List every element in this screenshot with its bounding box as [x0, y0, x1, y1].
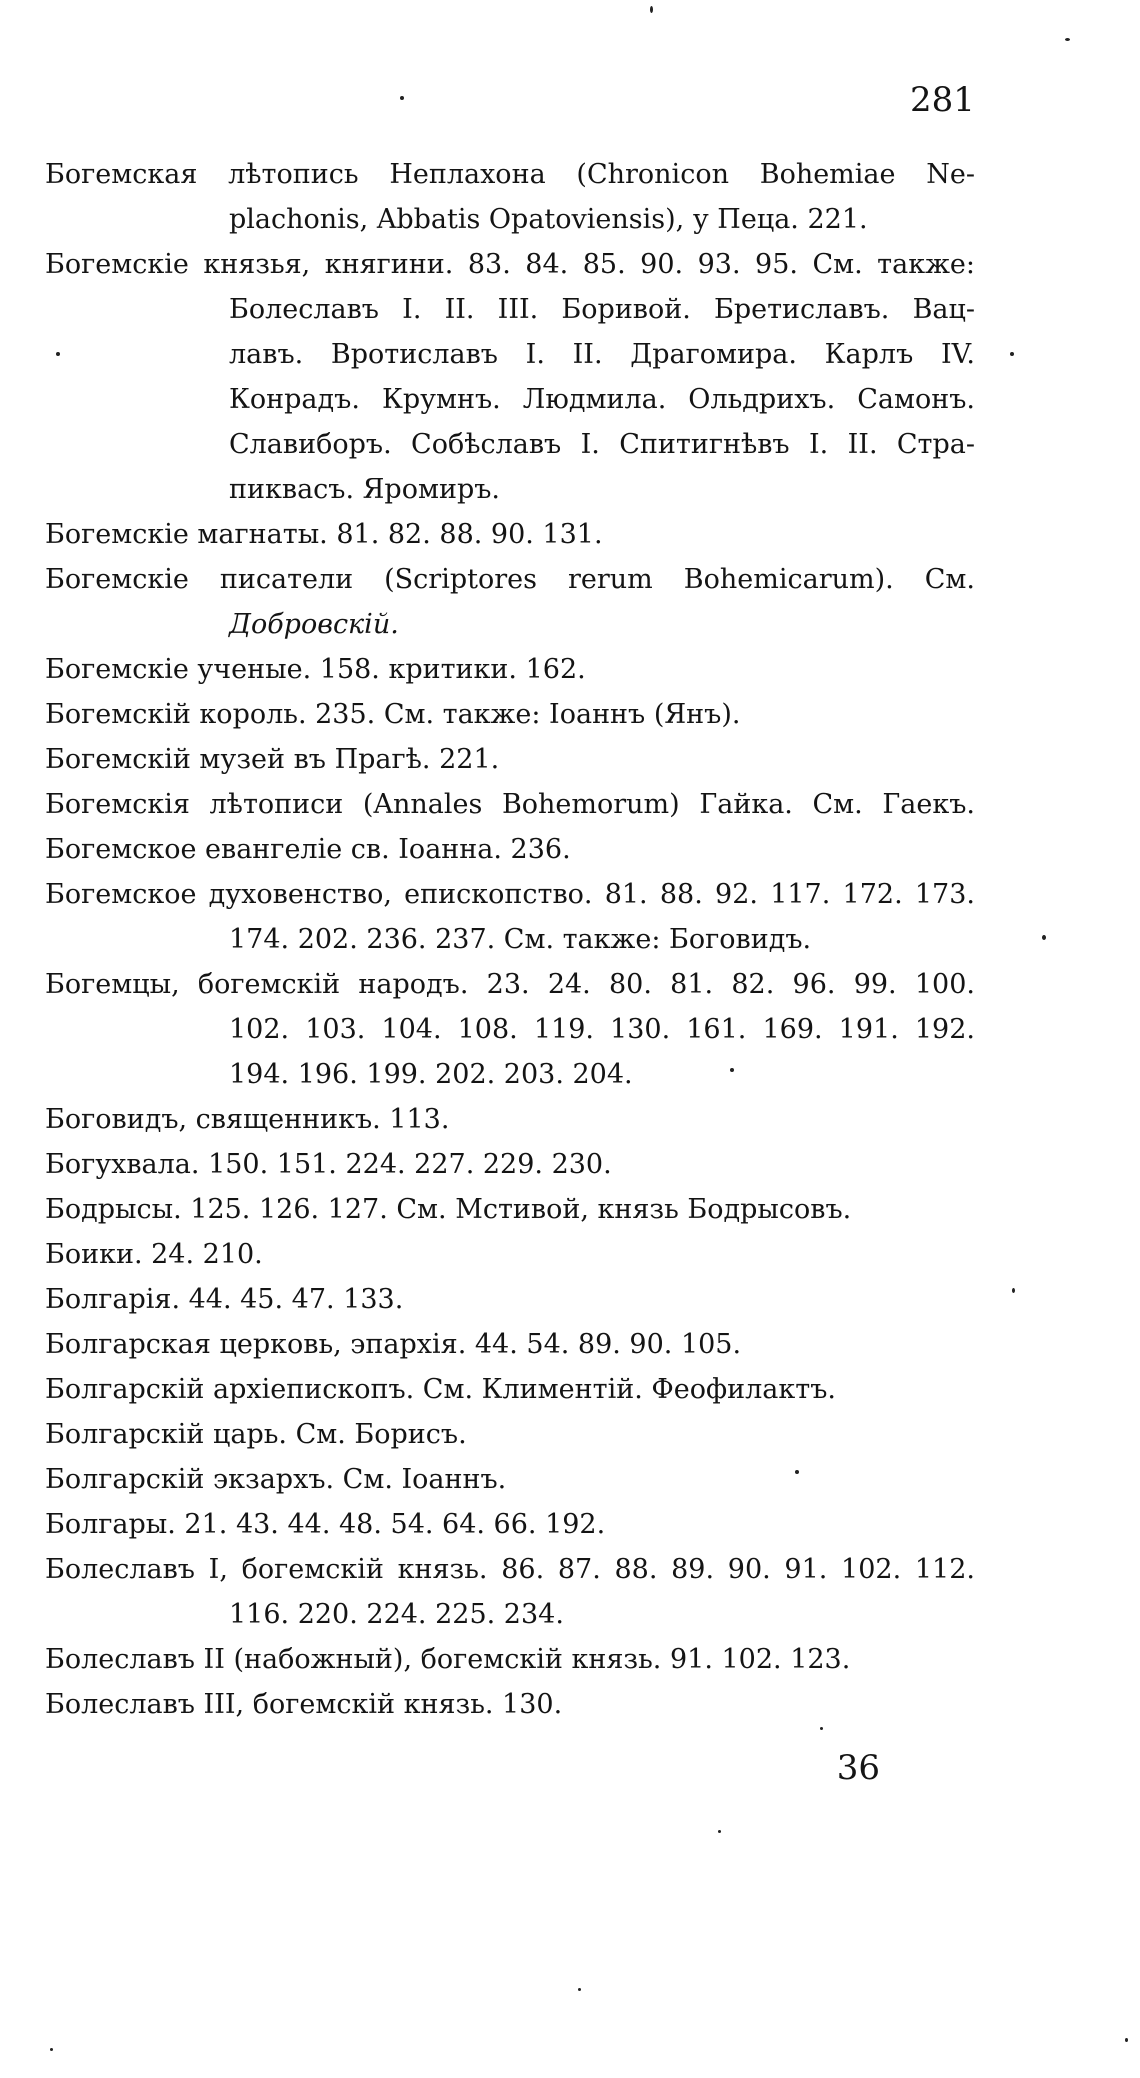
scan-speck: [1065, 38, 1070, 41]
index-entry: [45, 1097, 975, 1142]
entry-line: Богемское евангеліе св. Іоанна. 236.: [45, 834, 571, 865]
entry-line: Богемцы, богемскій народъ. 23. 24. 80. 81. 82. 96. 99. 100.: [45, 969, 975, 1000]
entry-line: Богемскіе писатели (Scriptores rerum Bohemicarum). См.: [45, 564, 975, 595]
scan-speck: [1125, 2038, 1128, 2042]
index-entry: [45, 1187, 975, 1232]
index-entry: [45, 647, 975, 692]
scan-speck: [718, 1830, 721, 1833]
entry-line: Болгарскій экзархъ. См. Іоаннъ.: [45, 1464, 507, 1495]
entry-line: Богухвала. 150. 151. 224. 227. 229. 230.: [45, 1149, 612, 1180]
index-entry: [45, 557, 975, 647]
index-entry: [45, 512, 975, 557]
index-entry: [45, 692, 975, 737]
entry-line: Богемскія лѣтописи (Annales Bohemorum) Гайка. См. Гаекъ.: [45, 789, 975, 820]
index-entry: [45, 827, 975, 872]
entry-line: Боики. 24. 210.: [45, 1239, 263, 1270]
entry-line: Болгарскій царь. См. Борисъ.: [45, 1419, 467, 1450]
entry-line: Болгарскій архіепископъ. См. Климентій. Феофилактъ.: [45, 1374, 836, 1405]
entry-line: Богемская лѣтопись Неплахона (Chronicon Bohemiae Ne-: [45, 159, 975, 190]
entry-line: Болеславъ I, богемскій князь. 86. 87. 88. 89. 90. 91. 102. 112.: [45, 1554, 975, 1585]
index-entry: [45, 242, 975, 512]
index-entries: [45, 152, 975, 1727]
scan-speck: [50, 2048, 53, 2051]
index-entry: [45, 1502, 975, 1547]
entry-line: Славиборъ. Собѣславъ I. Спитигнѣвъ I. II. Стра-: [229, 429, 975, 460]
entry-line: Богемскіе князья, княгини. 83. 84. 85. 90. 93. 95. См. также:: [45, 249, 975, 280]
entry-line: Боговидъ, священникъ. 113.: [45, 1104, 450, 1135]
entry-line: Болгары. 21. 43. 44. 48. 54. 64. 66. 192.: [45, 1509, 606, 1540]
index-entry: [45, 1142, 975, 1187]
scan-speck: [1012, 1288, 1015, 1293]
page-number: 281: [910, 80, 975, 120]
entry-line: Богемскій король. 235. См. также: Іоаннъ (Янъ).: [45, 699, 741, 730]
index-entry: [45, 1277, 975, 1322]
scan-speck: [1010, 352, 1014, 356]
entry-line: Богемскіе магнаты. 81. 82. 88. 90. 131.: [45, 519, 603, 550]
index-entry: [45, 1322, 975, 1367]
entry-line: 116. 220. 224. 225. 234.: [229, 1599, 564, 1630]
entry-line: Болгарія. 44. 45. 47. 133.: [45, 1284, 404, 1315]
entry-line: Болеславъ III, богемскій князь. 130.: [45, 1689, 563, 1720]
index-entry: [45, 1412, 975, 1457]
entry-line: лавъ. Вротиславъ I. II. Драгомира. Карлъ IV.: [229, 339, 975, 370]
index-entry: [45, 872, 975, 962]
index-entry: [45, 782, 975, 827]
entry-line: 194. 196. 199. 202. 203. 204.: [229, 1059, 633, 1090]
scan-speck: [650, 6, 653, 13]
entry-line: Бодрысы. 125. 126. 127. См. Мстивой, князь Бодрысовъ.: [45, 1194, 852, 1225]
entry-line: Болеславъ I. II. III. Боривой. Бретиславъ. Вац-: [229, 294, 975, 325]
scan-speck: [820, 1727, 823, 1730]
index-entry: [45, 1367, 975, 1412]
index-entry: [45, 1637, 975, 1682]
entry-line: пиквасъ. Яромиръ.: [229, 474, 501, 505]
index-entry: [45, 1457, 975, 1502]
scan-speck: [400, 96, 404, 100]
entry-line: 174. 202. 236. 237. См. также: Боговидъ.: [229, 924, 812, 955]
entry-line: Добровскій.: [229, 609, 399, 640]
scan-speck: [795, 1470, 799, 1474]
entry-line: plachonis, Abbatis Opatoviensis), у Пеца. 221.: [229, 204, 868, 235]
entry-line: Богемское духовенство, епископство. 81. 88. 92. 117. 172. 173.: [45, 879, 975, 910]
index-entry: [45, 962, 975, 1097]
scan-speck: [578, 1988, 581, 1991]
entry-line: Болеславъ II (набожный), богемскій князь. 91. 102. 123.: [45, 1644, 851, 1675]
signature-mark: 36: [836, 1748, 880, 1788]
scan-speck: [56, 352, 60, 356]
entry-line: Конрадъ. Крумнъ. Людмила. Ольдрихъ. Самонъ.: [229, 384, 975, 415]
entry-line: Богемскіе ученые. 158. критики. 162.: [45, 654, 586, 685]
index-entry: [45, 152, 975, 242]
scan-speck: [730, 1068, 734, 1072]
entry-line: 102. 103. 104. 108. 119. 130. 161. 169. 191. 192.: [229, 1014, 975, 1045]
index-entry: [45, 737, 975, 782]
index-entry: [45, 1547, 975, 1637]
entry-line: Богемскій музей въ Прагѣ. 221.: [45, 744, 500, 775]
entry-line: Болгарская церковь, эпархія. 44. 54. 89. 90. 105.: [45, 1329, 742, 1360]
index-entry: [45, 1232, 975, 1277]
index-entry: [45, 1682, 975, 1727]
scan-speck: [1042, 935, 1046, 940]
